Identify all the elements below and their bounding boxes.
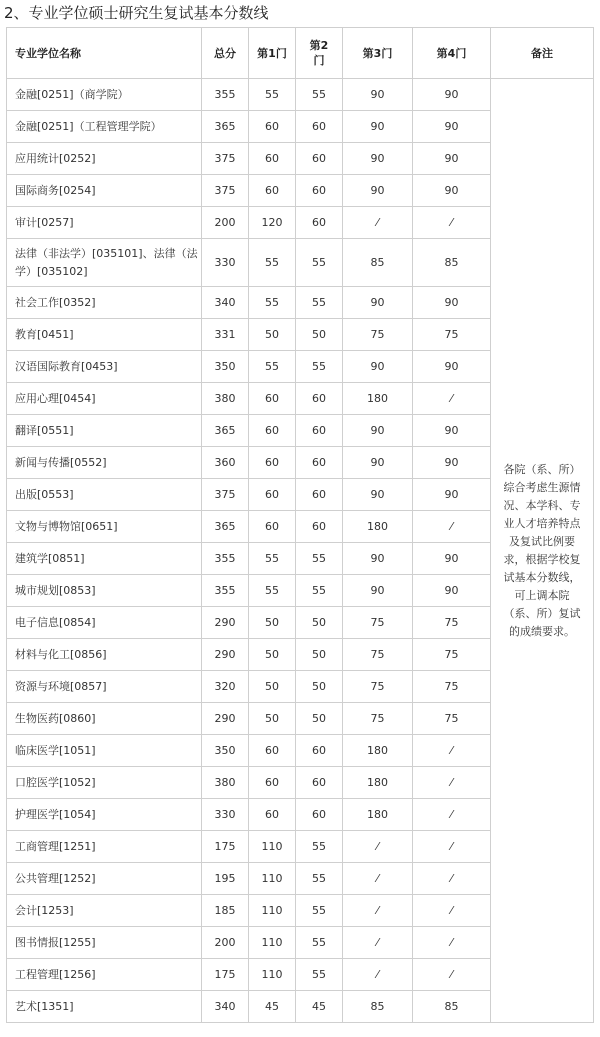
row-subject-2: 50	[296, 607, 343, 639]
row-name: 生物医药[0860]	[7, 703, 202, 735]
page-title: 2、专业学位硕士研究生复试基本分数线	[4, 4, 269, 22]
row-subject-1: 60	[249, 447, 296, 479]
row-name: 金融[0251]（商学院）	[7, 79, 202, 111]
row-name: 护理医学[1054]	[7, 799, 202, 831]
row-subject-2: 50	[296, 319, 343, 351]
row-subject-1: 50	[249, 671, 296, 703]
row-subject-3: 75	[343, 607, 413, 639]
row-subject-2: 55	[296, 959, 343, 991]
row-subject-2: 55	[296, 351, 343, 383]
row-subject-1: 55	[249, 543, 296, 575]
row-total: 355	[202, 543, 249, 575]
row-name: 城市规划[0853]	[7, 575, 202, 607]
row-name: 汉语国际教育[0453]	[7, 351, 202, 383]
row-subject-1: 55	[249, 239, 296, 287]
row-subject-1: 50	[249, 703, 296, 735]
row-subject-1: 60	[249, 479, 296, 511]
row-subject-3: ⁄	[343, 959, 413, 991]
row-name: 建筑学[0851]	[7, 543, 202, 575]
row-total: 365	[202, 111, 249, 143]
row-name: 资源与环境[0857]	[7, 671, 202, 703]
row-subject-4: 75	[413, 703, 491, 735]
row-subject-1: 110	[249, 831, 296, 863]
row-subject-3: 180	[343, 383, 413, 415]
row-subject-4: ⁄	[413, 511, 491, 543]
row-name: 文物与博物馆[0651]	[7, 511, 202, 543]
row-name: 国际商务[0254]	[7, 175, 202, 207]
row-subject-4: ⁄	[413, 799, 491, 831]
row-subject-1: 60	[249, 143, 296, 175]
row-subject-3: ⁄	[343, 207, 413, 239]
row-subject-1: 60	[249, 799, 296, 831]
row-subject-2: 45	[296, 991, 343, 1023]
row-subject-4: 90	[413, 111, 491, 143]
row-total: 330	[202, 239, 249, 287]
row-subject-4: 90	[413, 575, 491, 607]
row-subject-4: 90	[413, 351, 491, 383]
row-subject-4: 85	[413, 239, 491, 287]
row-subject-2: 55	[296, 863, 343, 895]
row-subject-1: 45	[249, 991, 296, 1023]
row-name: 翻译[0551]	[7, 415, 202, 447]
header-subject-3: 第3门	[343, 28, 413, 79]
row-subject-4: 75	[413, 639, 491, 671]
row-name: 工程管理[1256]	[7, 959, 202, 991]
row-total: 355	[202, 575, 249, 607]
row-subject-2: 55	[296, 79, 343, 111]
header-total: 总分	[202, 28, 249, 79]
row-subject-4: ⁄	[413, 895, 491, 927]
row-total: 375	[202, 479, 249, 511]
score-table	[6, 27, 594, 1023]
row-subject-3: ⁄	[343, 927, 413, 959]
row-subject-3: 180	[343, 799, 413, 831]
row-subject-1: 50	[249, 639, 296, 671]
row-name: 公共管理[1252]	[7, 863, 202, 895]
row-total: 185	[202, 895, 249, 927]
row-name: 教育[0451]	[7, 319, 202, 351]
row-subject-4: ⁄	[413, 831, 491, 863]
row-subject-1: 55	[249, 575, 296, 607]
row-name: 材料与化工[0856]	[7, 639, 202, 671]
row-subject-3: 85	[343, 991, 413, 1023]
row-subject-2: 60	[296, 207, 343, 239]
row-subject-1: 55	[249, 351, 296, 383]
row-subject-3: ⁄	[343, 895, 413, 927]
row-total: 175	[202, 831, 249, 863]
row-total: 200	[202, 207, 249, 239]
row-subject-1: 60	[249, 383, 296, 415]
row-subject-1: 55	[249, 79, 296, 111]
row-total: 365	[202, 415, 249, 447]
row-subject-1: 110	[249, 927, 296, 959]
row-total: 340	[202, 991, 249, 1023]
row-subject-3: ⁄	[343, 863, 413, 895]
row-name: 图书情报[1255]	[7, 927, 202, 959]
row-subject-3: ⁄	[343, 831, 413, 863]
row-total: 340	[202, 287, 249, 319]
row-subject-3: 180	[343, 511, 413, 543]
row-subject-1: 60	[249, 735, 296, 767]
row-subject-4: 75	[413, 607, 491, 639]
row-subject-4: ⁄	[413, 735, 491, 767]
row-total: 290	[202, 639, 249, 671]
row-subject-2: 50	[296, 639, 343, 671]
row-name: 会计[1253]	[7, 895, 202, 927]
row-subject-3: 75	[343, 671, 413, 703]
row-total: 290	[202, 607, 249, 639]
row-subject-4: ⁄	[413, 863, 491, 895]
row-subject-3: 90	[343, 175, 413, 207]
row-subject-1: 110	[249, 895, 296, 927]
row-subject-2: 60	[296, 175, 343, 207]
row-subject-4: 90	[413, 479, 491, 511]
header-remark: 备注	[491, 28, 594, 79]
row-subject-1: 60	[249, 415, 296, 447]
row-total: 355	[202, 79, 249, 111]
row-subject-1: 60	[249, 767, 296, 799]
row-subject-2: 55	[296, 831, 343, 863]
row-subject-3: 90	[343, 543, 413, 575]
row-total: 290	[202, 703, 249, 735]
row-subject-4: 90	[413, 175, 491, 207]
row-subject-3: 90	[343, 111, 413, 143]
row-subject-2: 60	[296, 511, 343, 543]
row-subject-1: 55	[249, 287, 296, 319]
table-body	[7, 79, 594, 1023]
row-total: 365	[202, 511, 249, 543]
row-subject-3: 180	[343, 767, 413, 799]
row-subject-1: 110	[249, 959, 296, 991]
row-subject-3: 90	[343, 479, 413, 511]
row-subject-3: 75	[343, 703, 413, 735]
row-name: 社会工作[0352]	[7, 287, 202, 319]
row-total: 200	[202, 927, 249, 959]
row-total: 375	[202, 175, 249, 207]
row-subject-1: 120	[249, 207, 296, 239]
row-subject-4: 90	[413, 79, 491, 111]
row-subject-2: 60	[296, 111, 343, 143]
row-subject-4: 75	[413, 671, 491, 703]
row-subject-2: 60	[296, 383, 343, 415]
row-subject-4: 85	[413, 991, 491, 1023]
row-subject-4: ⁄	[413, 927, 491, 959]
row-name: 金融[0251]（工程管理学院）	[7, 111, 202, 143]
row-subject-2: 55	[296, 287, 343, 319]
row-subject-1: 60	[249, 111, 296, 143]
row-name: 法律（非法学）[035101]、法律（法学）[035102]	[7, 239, 202, 287]
row-subject-1: 60	[249, 175, 296, 207]
row-name: 工商管理[1251]	[7, 831, 202, 863]
row-subject-3: 90	[343, 447, 413, 479]
row-subject-3: 90	[343, 415, 413, 447]
row-subject-4: ⁄	[413, 207, 491, 239]
remark-cell: 各院（系、所）综合考虑生源情况、本学科、专业人才培养特点及复试比例要求，根据学校复试基本分数线，可上调本院（系、所）复试的成绩要求。	[491, 79, 594, 1023]
row-subject-2: 55	[296, 543, 343, 575]
row-subject-2: 60	[296, 415, 343, 447]
row-subject-2: 50	[296, 671, 343, 703]
row-total: 360	[202, 447, 249, 479]
row-total: 375	[202, 143, 249, 175]
row-subject-1: 50	[249, 319, 296, 351]
row-subject-3: 90	[343, 79, 413, 111]
row-subject-4: 90	[413, 447, 491, 479]
row-subject-4: ⁄	[413, 383, 491, 415]
row-name: 出版[0553]	[7, 479, 202, 511]
row-total: 330	[202, 799, 249, 831]
row-name: 新闻与传播[0552]	[7, 447, 202, 479]
header-subject-2: 第2门	[296, 28, 343, 79]
row-name: 口腔医学[1052]	[7, 767, 202, 799]
row-subject-4: 90	[413, 143, 491, 175]
row-subject-3: 180	[343, 735, 413, 767]
row-name: 审计[0257]	[7, 207, 202, 239]
row-subject-2: 60	[296, 735, 343, 767]
row-subject-2: 50	[296, 703, 343, 735]
row-name: 临床医学[1051]	[7, 735, 202, 767]
row-total: 350	[202, 351, 249, 383]
row-total: 380	[202, 383, 249, 415]
row-subject-2: 55	[296, 239, 343, 287]
row-subject-3: 85	[343, 239, 413, 287]
row-subject-1: 50	[249, 607, 296, 639]
row-subject-2: 55	[296, 575, 343, 607]
row-subject-2: 60	[296, 143, 343, 175]
row-subject-2: 60	[296, 799, 343, 831]
row-subject-3: 75	[343, 319, 413, 351]
row-subject-3: 90	[343, 143, 413, 175]
row-name: 应用统计[0252]	[7, 143, 202, 175]
row-subject-4: 90	[413, 287, 491, 319]
row-subject-3: 75	[343, 639, 413, 671]
row-subject-2: 60	[296, 447, 343, 479]
row-subject-3: 90	[343, 351, 413, 383]
table-row	[7, 79, 594, 111]
row-subject-3: 90	[343, 575, 413, 607]
row-subject-2: 55	[296, 927, 343, 959]
row-name: 电子信息[0854]	[7, 607, 202, 639]
row-subject-4: 90	[413, 415, 491, 447]
row-subject-2: 60	[296, 767, 343, 799]
row-name: 应用心理[0454]	[7, 383, 202, 415]
header-row	[7, 28, 594, 79]
header-subject-1: 第1门	[249, 28, 296, 79]
row-total: 350	[202, 735, 249, 767]
row-subject-4: 90	[413, 543, 491, 575]
row-subject-1: 110	[249, 863, 296, 895]
row-total: 175	[202, 959, 249, 991]
row-subject-4: ⁄	[413, 767, 491, 799]
row-name: 艺术[1351]	[7, 991, 202, 1023]
row-subject-4: 75	[413, 319, 491, 351]
row-subject-2: 55	[296, 895, 343, 927]
row-total: 320	[202, 671, 249, 703]
row-total: 195	[202, 863, 249, 895]
row-subject-1: 60	[249, 511, 296, 543]
row-subject-3: 90	[343, 287, 413, 319]
header-subject-4: 第4门	[413, 28, 491, 79]
row-total: 380	[202, 767, 249, 799]
header-name: 专业学位名称	[7, 28, 202, 79]
row-total: 331	[202, 319, 249, 351]
row-subject-4: ⁄	[413, 959, 491, 991]
row-subject-2: 60	[296, 479, 343, 511]
